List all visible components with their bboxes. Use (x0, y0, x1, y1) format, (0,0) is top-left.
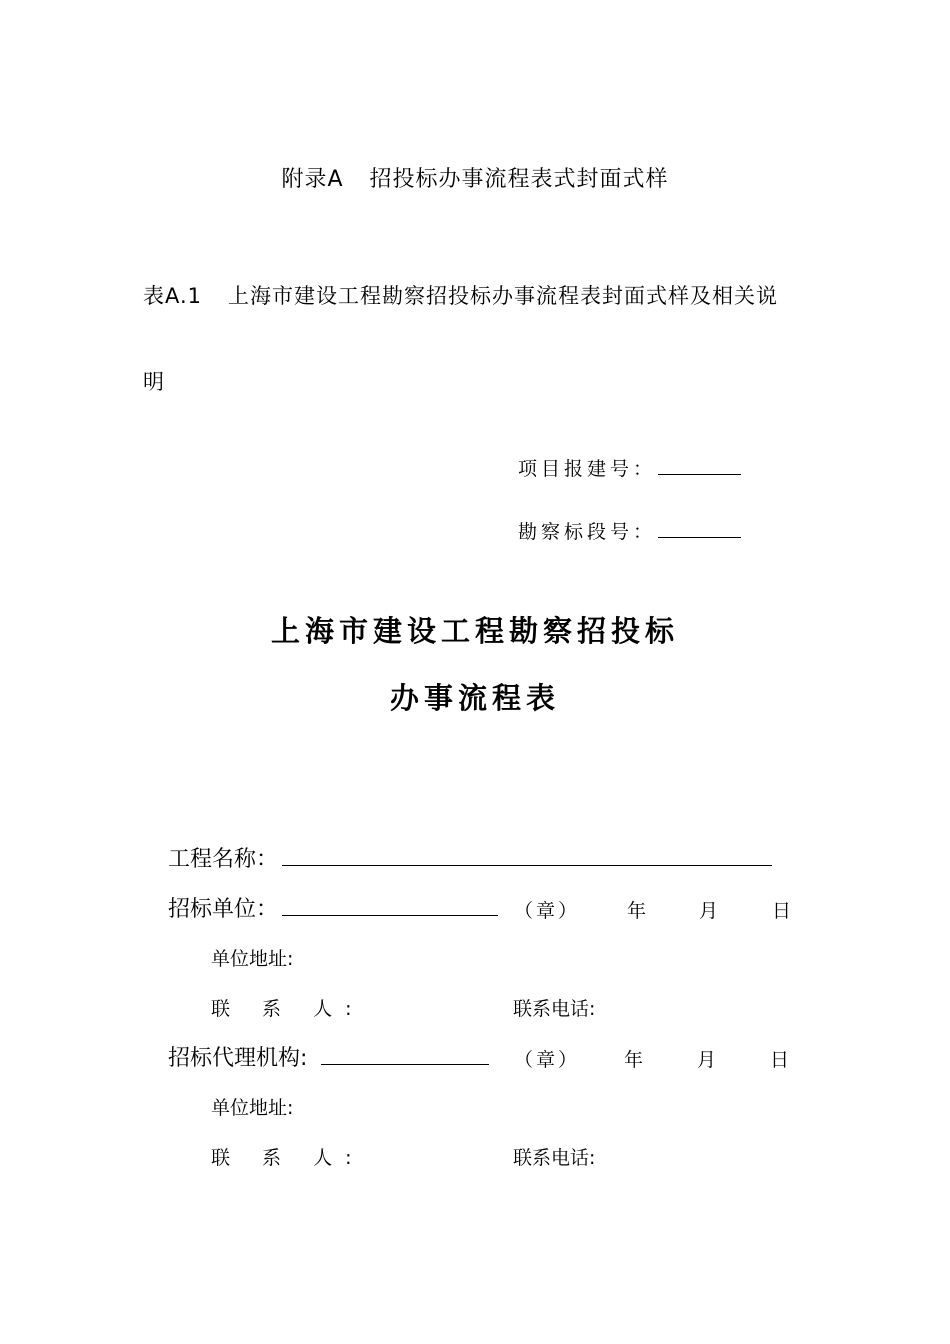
tenderer-phone-label: 联系电话: (513, 998, 596, 1020)
table-caption-continuation: 明 (143, 370, 164, 394)
tenderer-address-label: 单位地址: (211, 948, 294, 970)
tenderer-label: 招标单位： (168, 897, 279, 922)
agency-label: 招标代理机构: (168, 1046, 308, 1071)
project-registration-blank[interactable] (658, 456, 741, 475)
table-caption-text: 上海市建设工程勘察招投标办事流程表封面式样及相关说 (228, 284, 779, 308)
main-title-line1: 上海市建设工程勘察招投标 (270, 614, 679, 648)
agency-phone-label: 联系电话: (513, 1147, 596, 1169)
project-registration-label: 项目报建号： (518, 458, 657, 480)
agency-day: 日 (770, 1049, 790, 1071)
appendix-heading (0, 162, 950, 193)
appendix-title: 招投标办事流程表式封面式样 (369, 167, 669, 192)
project-name-row (168, 842, 772, 873)
tenderer-blank[interactable] (282, 893, 498, 916)
table-caption (143, 280, 778, 310)
main-title-line2: 办事流程表 (389, 681, 560, 715)
tenderer-month: 月 (699, 900, 719, 922)
tenderer-year: 年 (627, 900, 647, 922)
agency-row (168, 1041, 489, 1072)
project-name-label: 工程名称： (168, 847, 279, 872)
tenderer-row (168, 892, 498, 923)
appendix-label: 附录A (281, 167, 344, 192)
tenderer-contact-label: 联 系 人 (211, 998, 346, 1020)
tenderer-seal: （章） (514, 900, 581, 922)
survey-section-field (518, 517, 741, 544)
survey-section-blank[interactable] (658, 519, 741, 538)
agency-month: 月 (697, 1049, 717, 1071)
agency-year: 年 (624, 1049, 644, 1071)
project-name-blank[interactable] (282, 843, 772, 866)
agency-blank[interactable] (321, 1042, 489, 1065)
tenderer-day: 日 (772, 900, 792, 922)
project-registration-field (518, 454, 741, 481)
agency-contact-field (211, 1143, 352, 1170)
agency-seal: （章） (514, 1049, 581, 1071)
table-number: 表A.1 (143, 284, 203, 308)
agency-contact-colon: : (345, 1147, 352, 1169)
tenderer-contact-field (211, 994, 352, 1021)
survey-section-label: 勘察标段号： (518, 521, 657, 543)
agency-address-label: 单位地址: (211, 1097, 294, 1119)
tenderer-contact-colon: : (345, 998, 352, 1020)
agency-contact-label: 联 系 人 (211, 1147, 346, 1169)
